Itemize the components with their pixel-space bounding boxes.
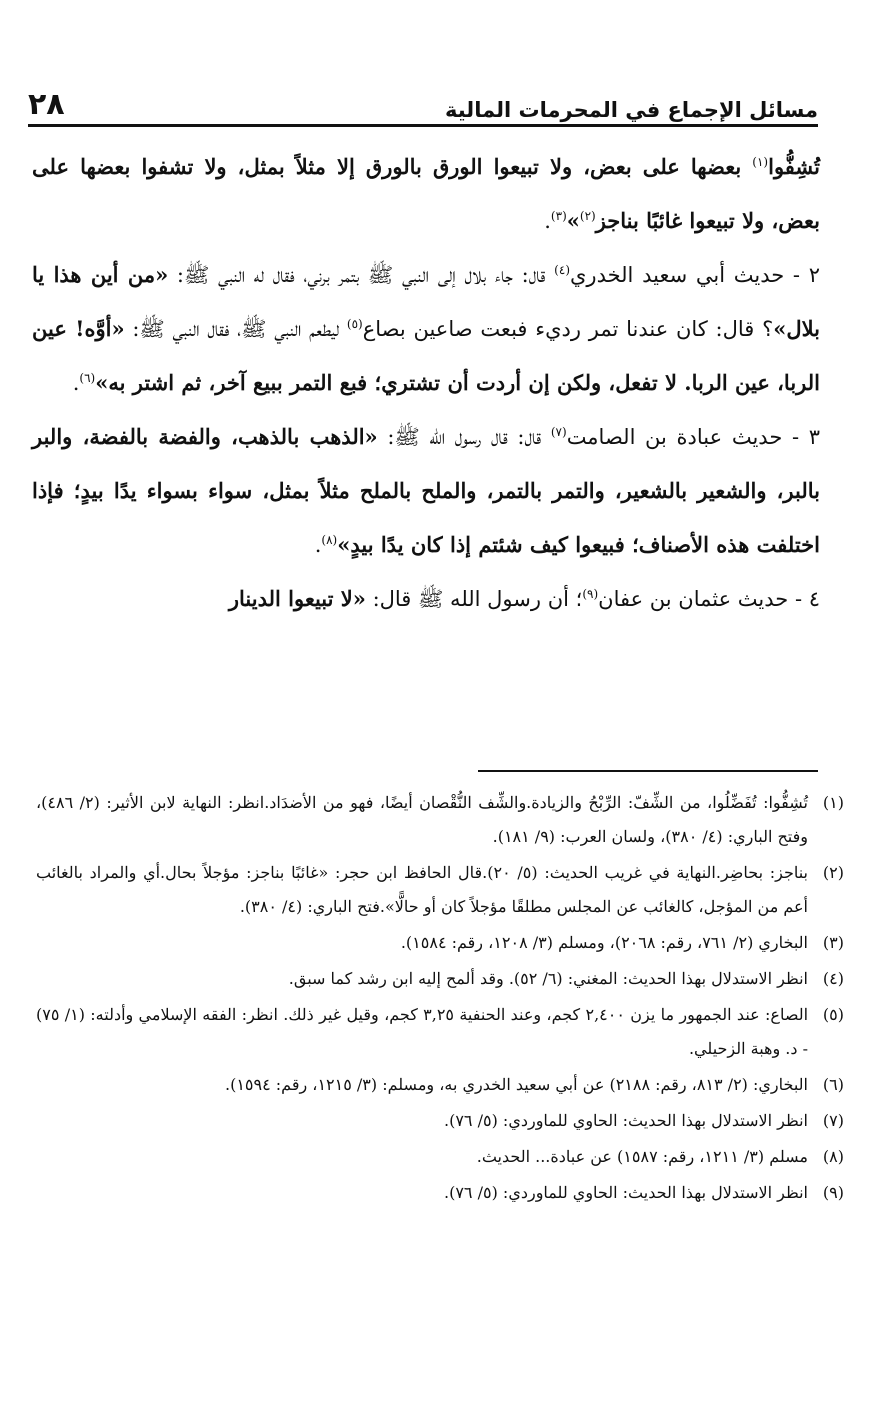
body-text-run: ؛ أن رسول الله ﷺ قال: xyxy=(365,587,583,611)
quoted-text: «الذهب بالذهب، والفضة بالفضة، والبر بالبر، والشعير بالشعير، والتمر بالتمر، والملح بالملح مثلاً بمثل، سواء بسواء يدًا بيدٍ؛ فإذا اختلفت هذه الأصناف؛ فبيعوا كيف شئتم إذا كان يدًا بيدٍ» xyxy=(32,424,820,557)
quoted-text: » xyxy=(566,208,580,233)
footnote-marker: (١) xyxy=(752,155,769,169)
body-text-run: ٤ - حديث عثمان بن عفان xyxy=(598,587,820,611)
body-paragraph xyxy=(32,410,820,572)
footnote-item xyxy=(36,1140,844,1174)
body-paragraph xyxy=(32,248,820,410)
footnote-text: تُشِفُّوا: تُفَضِّلُوا، من الشِّفّ: الرِّبْحُ والزيادة.والشِّف النُّقْصان أيضًا، فهو من الأضدَاد.انظر: النهاية لابن الأثير: (٢/ ٤٨٦)، وفتح الباري: (٤/ ٣٨٠)، ولسان العرب: (٩/ ١٨١). xyxy=(36,793,809,846)
body-text-run: قال: جاء بلال إلى النبي ﷺ بتمر برني، فقال له النبي ﷺ: xyxy=(168,263,555,287)
footnote-text: انظر الاستدلال بهذا الحديث: الحاوي للماوردي: (٥/ ٧٦). xyxy=(444,1111,808,1130)
body-text-run: ٣ - حديث عبادة بن الصامت xyxy=(566,425,820,449)
quoted-text: «لا تبيعوا الدينار xyxy=(228,586,366,611)
body-text-run: ٢ - حديث أبي سعيد الخدري xyxy=(570,263,820,287)
footnote-item xyxy=(36,926,844,960)
footnote-number: (١) xyxy=(822,793,844,812)
footnote-number: (٢) xyxy=(822,863,844,882)
footnote-item xyxy=(36,998,844,1066)
main-text xyxy=(32,140,820,626)
footnotes xyxy=(36,786,844,1212)
footnote-item xyxy=(36,962,844,996)
body-text-run: ؟ قال: كان عندنا تمر رديء فبعت صاعين بصاع xyxy=(362,317,774,341)
footnote-item xyxy=(36,1104,844,1138)
running-title: مسائل الإجماع في المحرمات المالية xyxy=(445,98,818,122)
footnote-marker: (٨) xyxy=(321,533,338,547)
body-text-run: . xyxy=(544,209,551,233)
footnote-number: (٥) xyxy=(822,1005,844,1024)
quoted-text: تُشِفُّوا xyxy=(768,154,820,179)
quoted-text: «من أين هذا يا بلال» xyxy=(32,262,820,341)
footnote-marker: (٣) xyxy=(550,209,567,223)
footnote-number: (٨) xyxy=(822,1147,844,1166)
quoted-text: بعضها على بعض، ولا تبيعوا الورق بالورق إلا مثلاً بمثل، ولا تشفوا بعضها على بعض، ولا تبيعوا غائبًا بناجز xyxy=(32,154,820,233)
footnote-text: انظر الاستدلال بهذا الحديث: الحاوي للماوردي: (٥/ ٧٦). xyxy=(444,1183,808,1202)
footnote-text: انظر الاستدلال بهذا الحديث: المغني: (٦/ ٥٢). وقد ألمح إليه ابن رشد كما سبق. xyxy=(288,969,808,988)
footnote-text: مسلم (٣/ ١٢١١، رقم: ١٥٨٧) عن عبادة... الحديث. xyxy=(476,1147,808,1166)
footnote-marker: (٩) xyxy=(582,587,599,601)
footnote-item xyxy=(36,1176,844,1210)
footnote-marker: (٧) xyxy=(550,425,567,439)
body-paragraph xyxy=(32,140,820,248)
footnote-marker: (٢) xyxy=(579,209,596,223)
footnote-text: الصاع: عند الجمهور ما يزن ٢,٤٠٠ كجم، وعند الحنفية ٣,٢٥ كجم، وقيل غير ذلك. انظر: الفقه الإسلامي وأدلته: (١/ ٧٥) - د. وهبة الزحيلي. xyxy=(36,1005,809,1058)
footnote-marker: (٥) xyxy=(346,317,363,331)
body-text-run: . xyxy=(314,533,322,557)
footnote-number: (٩) xyxy=(822,1183,844,1202)
footnote-text: بناجز: بحاضِر.النهاية في غريب الحديث: (٥/ ٢٠).قال الحافظ ابن حجر: «غائبًا بناجز: مؤجلاً بحال.أي والمراد بالغائب أعم من المؤجل، كالغائب عن المجلس مطلقًا مؤجلاً كان أو حالًّا».فتح الباري: (٤/ ٣٨٠). xyxy=(36,863,808,916)
page-header xyxy=(28,78,818,122)
footnote-number: (٧) xyxy=(822,1111,844,1130)
footnote-separator xyxy=(478,770,818,772)
footnote-number: (٤) xyxy=(822,969,844,988)
footnote-number: (٦) xyxy=(822,1075,844,1094)
footnote-number: (٣) xyxy=(822,933,844,952)
page-number: ٢٨ xyxy=(28,87,65,122)
body-paragraph xyxy=(32,572,820,626)
footnote-item xyxy=(36,786,844,854)
footnote-text: البخاري: (٢/ ٨١٣، رقم: ٢١٨٨) عن أبي سعيد الخدري به، ومسلم: (٣/ ١٢١٥، رقم: ١٥٩٤). xyxy=(224,1075,808,1094)
header-rule xyxy=(28,124,818,127)
footnote-text: البخاري (٢/ ٧٦١، رقم: ٢٠٦٨)، ومسلم (٣/ ١٢٠٨، رقم: ١٥٨٤). xyxy=(400,933,808,952)
quoted-text: «أوَّه! عين الربا، عين الربا. لا تفعل، ولكن إن أردت أن تشتري؛ فبع التمر ببيع آخر، ثم اشتر به» xyxy=(32,316,820,395)
body-text-run: قال: قال رسول الله ﷺ: xyxy=(377,425,551,449)
body-text-run: . xyxy=(72,371,80,395)
footnote-marker: (٤) xyxy=(554,263,570,277)
body-text-run: ليطعم النبي ﷺ، فقال النبي ﷺ: xyxy=(124,317,347,341)
footnote-marker: (٦) xyxy=(79,371,96,385)
footnote-item xyxy=(36,856,844,924)
footnote-item xyxy=(36,1068,844,1102)
